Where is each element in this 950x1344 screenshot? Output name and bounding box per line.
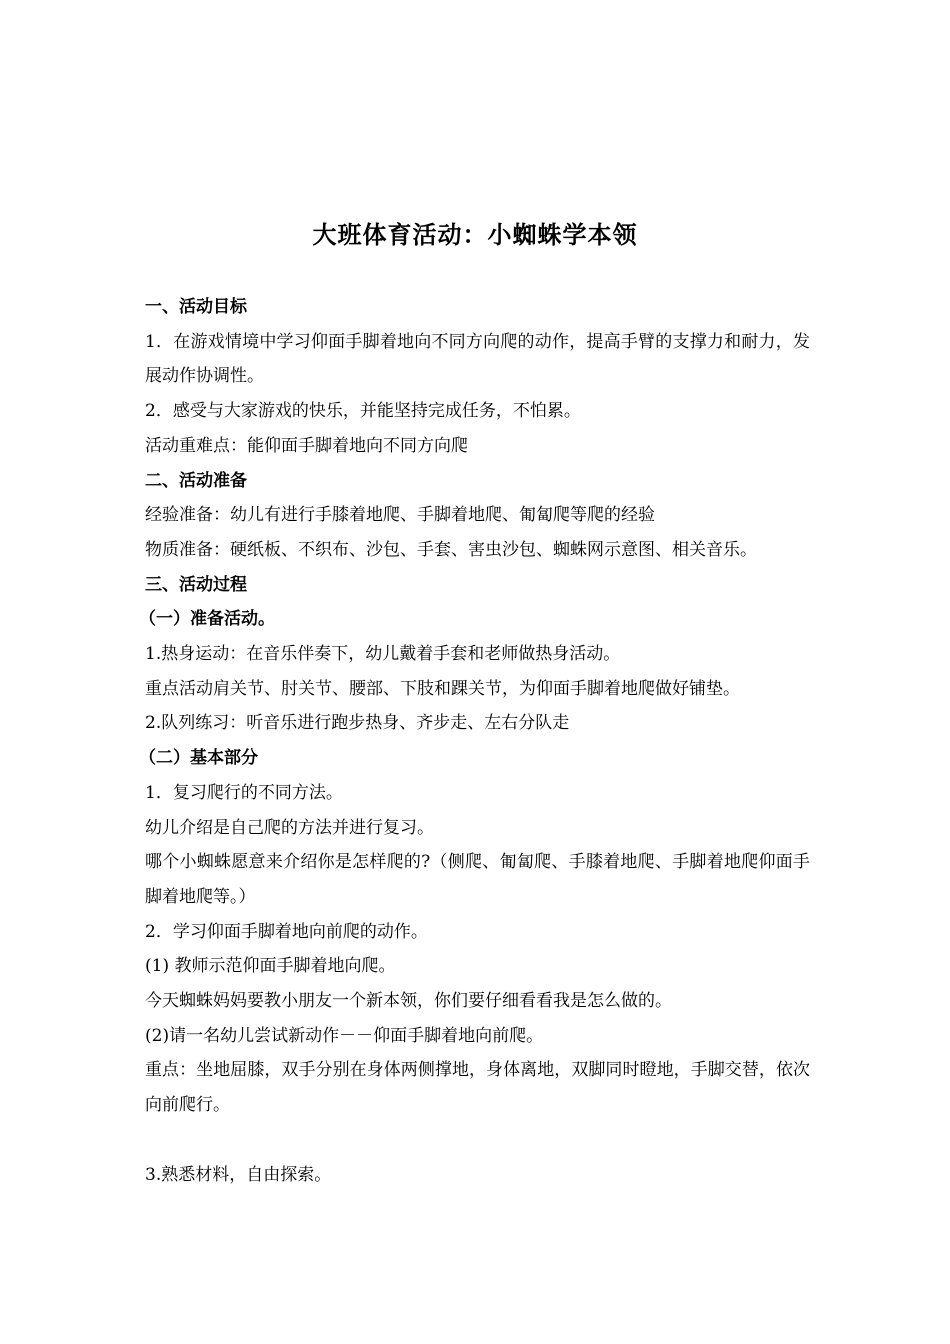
main-item-2: 2．学习仰面手脚着地向前爬的动作。 xyxy=(145,921,428,942)
subsection-heading-main: （二）基本部分 xyxy=(139,748,258,769)
main-item-1-detail: 幼儿介绍是自己爬的方法并进行复习。 xyxy=(145,817,434,838)
document-title: 大班体育活动：小蜘蛛学本领 xyxy=(312,220,638,249)
warmup-item-1: 1.热身运动：在音乐伴奏下，幼儿戴着手套和老师做热身活动。 xyxy=(145,644,621,665)
document-body xyxy=(139,290,810,1192)
section-heading-goals: 一、活动目标 xyxy=(145,297,247,317)
experience-preparation: 经验准备：幼儿有进行手膝着地爬、手脚着地爬、匍匐爬等爬的经验 xyxy=(145,505,655,526)
warmup-item-2: 2.队列练习：听音乐进行跑步热身、齐步走、左右分队走 xyxy=(145,713,570,734)
section-heading-process: 三、活动过程 xyxy=(145,574,247,595)
section-heading-preparation: 二、活动准备 xyxy=(145,470,247,491)
subsection-heading-warmup: （一）准备活动。 xyxy=(139,609,275,630)
main-item-3: 3.熟悉材料，自由探索。 xyxy=(145,1164,332,1185)
main-item-2-step-1-detail: 今天蜘蛛妈妈要教小朋友一个新本领，你们要仔细看看我是怎么做的。 xyxy=(145,991,672,1012)
blank-line xyxy=(145,1123,810,1158)
material-preparation: 物质准备：硬纸板、不织布、沙包、手套、害虫沙包、蜘蛛网示意图、相关音乐。 xyxy=(145,539,757,560)
main-item-2-step-2: (2)请一名幼儿尝试新动作－－仰面手脚着地向前爬。 xyxy=(145,1025,544,1046)
goal-item-2: 2．感受与大家游戏的快乐，并能坚持完成任务，不怕累。 xyxy=(145,401,581,422)
main-item-2-focus: 重点：坐地屈膝，双手分别在身体两侧撑地，身体离地，双脚同时瞪地，手脚交替，依次向前爬行。 xyxy=(145,1060,810,1116)
warmup-focus: 重点活动肩关节、肘关节、腰部、下肢和踝关节，为仰面手脚着地爬做好铺垫。 xyxy=(145,678,740,699)
main-item-1-question: 哪个小蜘蛛愿意来介绍你是怎样爬的?（侧爬、匍匐爬、手膝着地爬、手脚着地爬仰面手脚着地爬等。） xyxy=(145,852,810,907)
goal-item-1: 1．在游戏情境中学习仰面手脚着地向不同方向爬的动作，提高手臂的支撑力和耐力，发展动作协调性。 xyxy=(145,331,810,387)
main-item-2-step-1: (1) 教师示范仰面手脚着地向爬。 xyxy=(145,956,396,977)
main-item-1: 1．复习爬行的不同方法。 xyxy=(145,782,343,803)
key-difficulty: 活动重难点：能仰面手脚着地向不同方向爬 xyxy=(145,435,468,456)
